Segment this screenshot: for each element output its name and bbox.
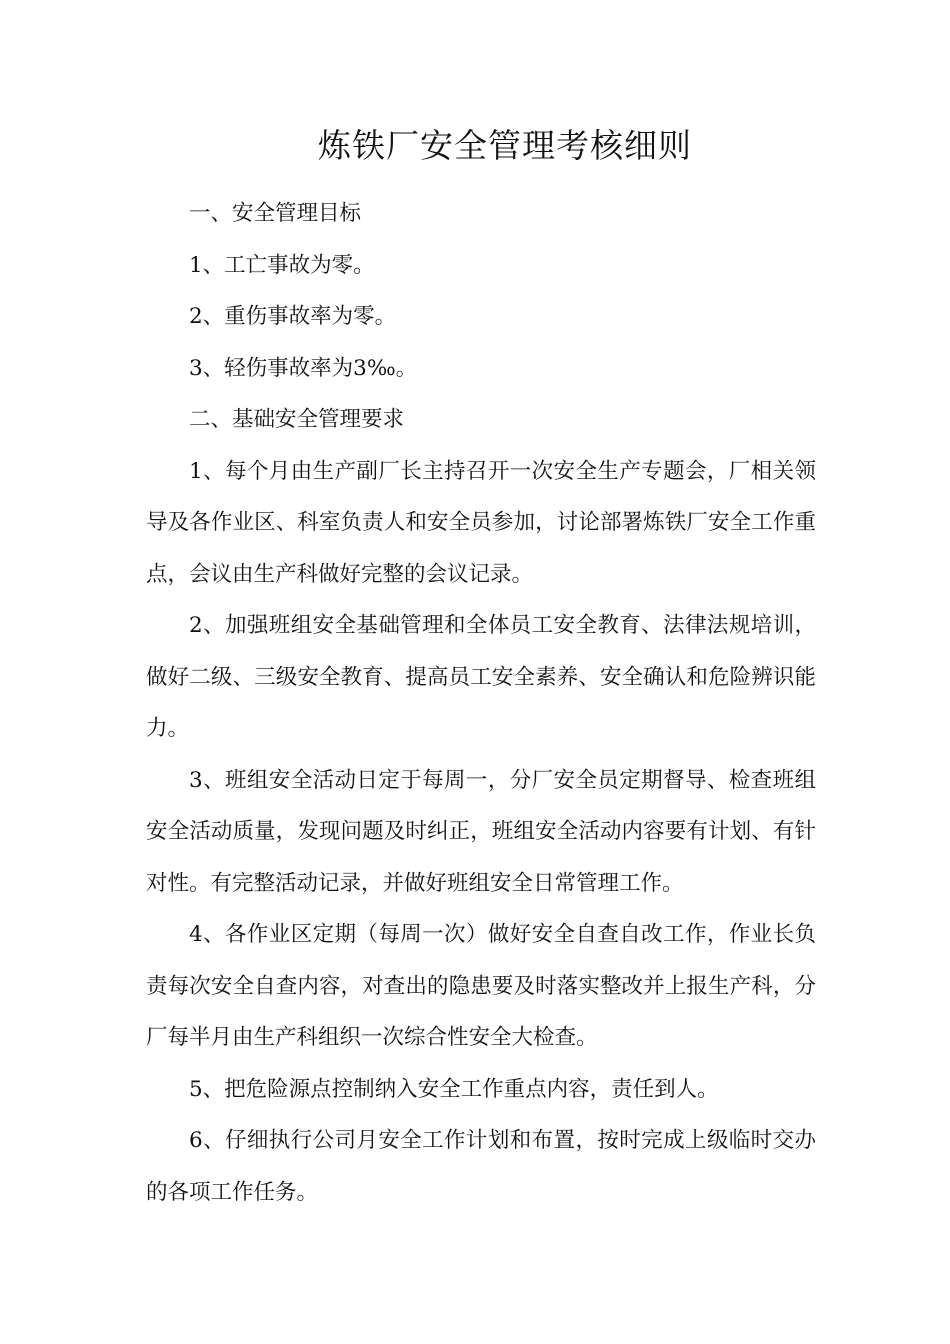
requirement-item-1: 1、每个月由生产副厂长主持召开一次安全生产专题会，厂相关领导及各作业区、科室负责人和安全员参加，讨论部署炼铁厂安全工作重点，会议由生产科做好完整的会议记录。 — [146, 458, 816, 587]
goal-item-1: 1、工亡事故为零。 — [189, 252, 375, 278]
goal-item-2: 2、重伤事故率为零。 — [189, 304, 397, 329]
requirement-item-3: 3、班组安全活动日定于每周一，分厂安全员定期督导、检查班组安全活动质量，发现问题及时纠正，班组安全活动内容要有计划、有针对性。有完整活动记录，并做好班组安全日常管理工作。 — [146, 767, 816, 896]
document-title: 炼铁厂安全管理考核细则 — [318, 126, 692, 165]
document-body — [146, 188, 816, 1218]
requirement-item-5: 5、把危险源点控制纳入安全工作重点内容，责任到人。 — [189, 1076, 719, 1102]
goal-item-3: 3、轻伤事故率为3‰。 — [189, 355, 418, 381]
requirement-item-4: 4、各作业区定期（每周一次）做好安全自查自改工作，作业长负责每次安全自查内容，对查出的隐患要及时落实整改并上报生产科，分厂每半月由生产科组织一次综合性安全大检查。 — [146, 922, 816, 1050]
requirement-item-2: 2、加强班组安全基础管理和全体员工安全教育、法律法规培训，做好二级、三级安全教育、提高员工安全素养、安全确认和危险辨识能力。 — [146, 613, 816, 741]
section-heading-safety-goals: 一、安全管理目标 — [189, 201, 362, 226]
requirement-item-6: 6、仔细执行公司月安全工作计划和布置，按时完成上级临时交办的各项工作任务。 — [146, 1128, 816, 1205]
section-heading-basic-requirements: 二、基础安全管理要求 — [189, 407, 405, 432]
